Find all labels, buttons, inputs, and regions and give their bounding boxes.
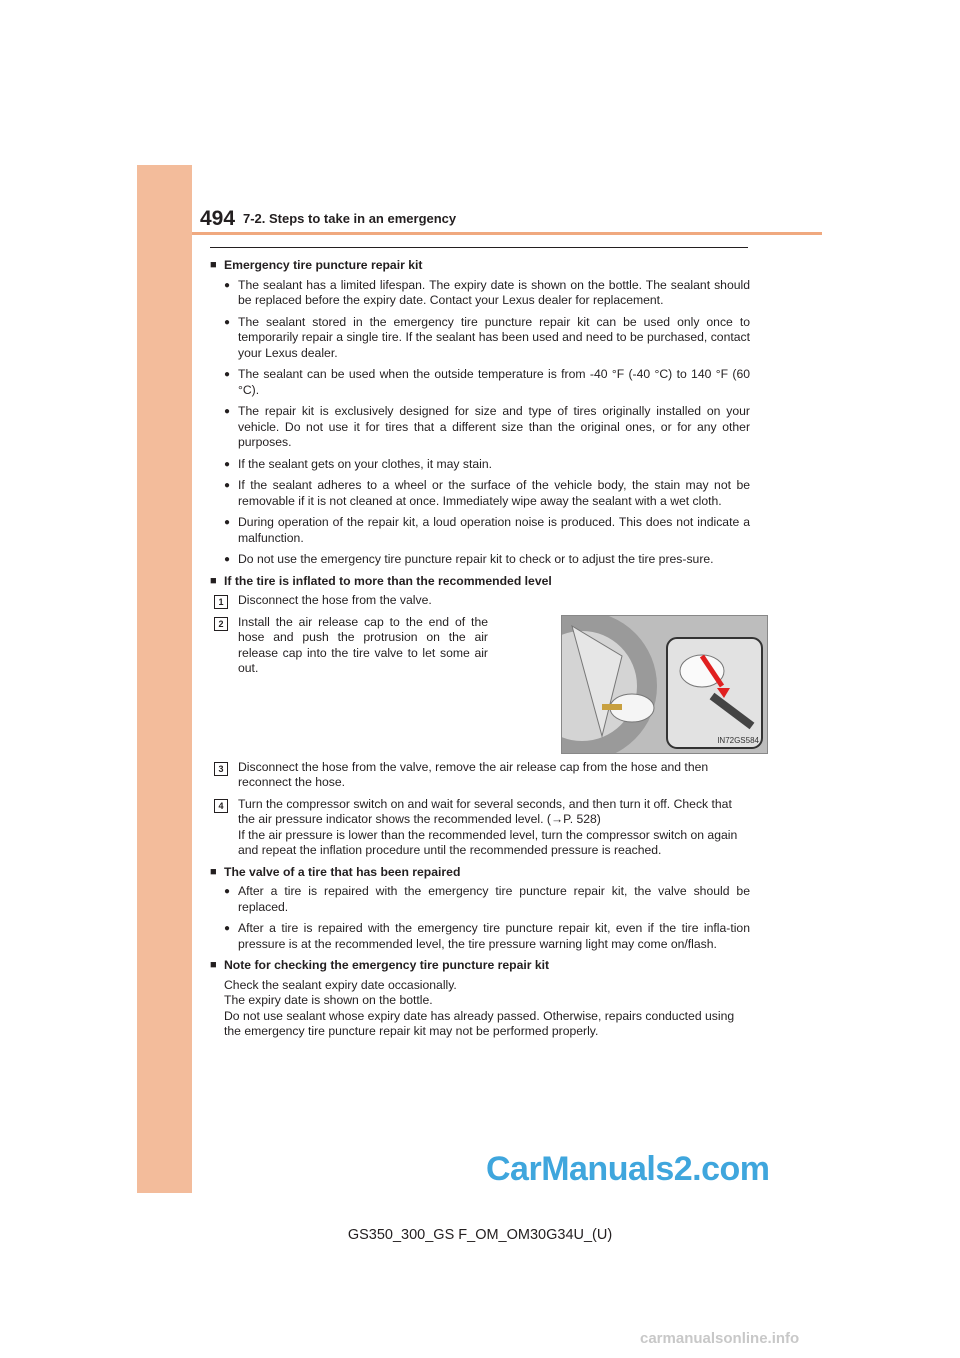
section-overinflated (210, 573, 759, 859)
bullet-item: ● The sealant has a limited lifespan. The expiry date is shown on the bottle. The sealant should be replaced before the expiry date. Contact your Lexus dealer for replacement. (210, 278, 750, 309)
step-4 (210, 797, 750, 859)
step-number: 2 (214, 617, 228, 631)
bullet-item: ● After a tire is repaired with the emergency tire puncture repair kit, the valve should be replaced. (210, 884, 750, 915)
watermark-logo: CarManuals2.com (486, 1150, 770, 1188)
page-number: 494 (200, 207, 236, 230)
bullet-item: ● After a tire is repaired with the emergency tire puncture repair kit, even if the tire infla-tion pressure is at the recommended level, the tire pressure warning light may come on/flash. (210, 921, 750, 952)
page-content (210, 258, 759, 1046)
content-rule (210, 247, 748, 248)
step-text-continued: If the air pressure is lower than the recommended level, turn the compressor switch on again and repeat the inflation procedure until the recommended pressure is reached. (238, 827, 738, 857)
note-line: The expiry date is shown on the bottle. (224, 993, 433, 1007)
bullet-item: ● If the sealant gets on your clothes, it may stain. (210, 457, 750, 473)
step-text: Disconnect the hose from the valve, remove the air release cap from the hose and then reconnect the hose. (238, 759, 709, 789)
air-release-cap-illustration (561, 615, 768, 754)
section-title: 7-2. Steps to take in an emergency (243, 211, 457, 226)
section-heading: ■ The valve of a tire that has been repaired (210, 865, 750, 881)
step-number: 1 (214, 595, 228, 609)
tire-valve-icon (562, 616, 767, 753)
note-paragraph (210, 978, 750, 1040)
bullet-item: ● During operation of the repair kit, a loud operation noise is produced. This does not indicate a malfunction. (210, 515, 750, 546)
step-number: 4 (214, 799, 228, 813)
header-rule (192, 232, 822, 235)
step-2 (210, 614, 759, 754)
figure-code: IN72GS584 (717, 736, 759, 745)
section-valve (210, 865, 750, 953)
bullet-item: ● The sealant can be used when the outside temperature is from -40 °F (-40 °C) to 140 °F (60 °C). (210, 367, 750, 398)
section-heading: ■ Emergency tire puncture repair kit (210, 258, 750, 274)
bullet-item: ● If the sealant adheres to a wheel or the surface of the vehicle body, the stain may not be removable if it is not cleaned at once. Immediately wipe away the sealant with a wet cloth. (210, 478, 750, 509)
chapter-sidebar-tab (137, 165, 192, 1193)
step-number: 3 (214, 762, 228, 776)
section-repair-kit (210, 258, 750, 568)
bullet-item: ● The sealant stored in the emergency tire puncture repair kit can be used only once to temporarily repair a single tire. If the sealant has been used and need to be purchased, contact your Lexus dealer. (210, 315, 750, 362)
bullet-item: ● Do not use the emergency tire puncture repair kit to check or to adjust the tire pres-sure. (210, 552, 750, 568)
step-text: Disconnect the hose from the valve. (238, 593, 432, 607)
section-heading: ■ If the tire is inflated to more than the recommended level (210, 574, 750, 590)
step-3 (210, 760, 750, 791)
step-1 (210, 593, 750, 609)
footer-code: GS350_300_GS F_OM_OM30G34U_(U) (347, 1227, 613, 1243)
note-line: Check the sealant expiry date occasionally. (224, 977, 457, 992)
step-text: Turn the compressor switch on and wait for several seconds, and then turn it off. Check that the air pressure indicator shows the recommended level. (→P. 528) (238, 796, 732, 826)
note-line: Do not use sealant whose expiry date has already passed. Otherwise, repairs conducted using the emergency tire puncture repair kit may not be performed properly. (224, 1008, 735, 1038)
watermark-site: carmanualsonline.info (640, 1330, 800, 1347)
section-heading: ■ Note for checking the emergency tire puncture repair kit (210, 958, 750, 974)
bullet-item: ● The repair kit is exclusively designed for size and type of tires originally installed on your vehicle. Do not use it for tires that a different size than the original ones, or for any other purposes. (210, 404, 750, 451)
section-note (210, 958, 750, 1040)
step-text: Install the air release cap to the end of the hose and push the protrusion on the air release cap into the tire valve to let some air out. (238, 614, 488, 675)
